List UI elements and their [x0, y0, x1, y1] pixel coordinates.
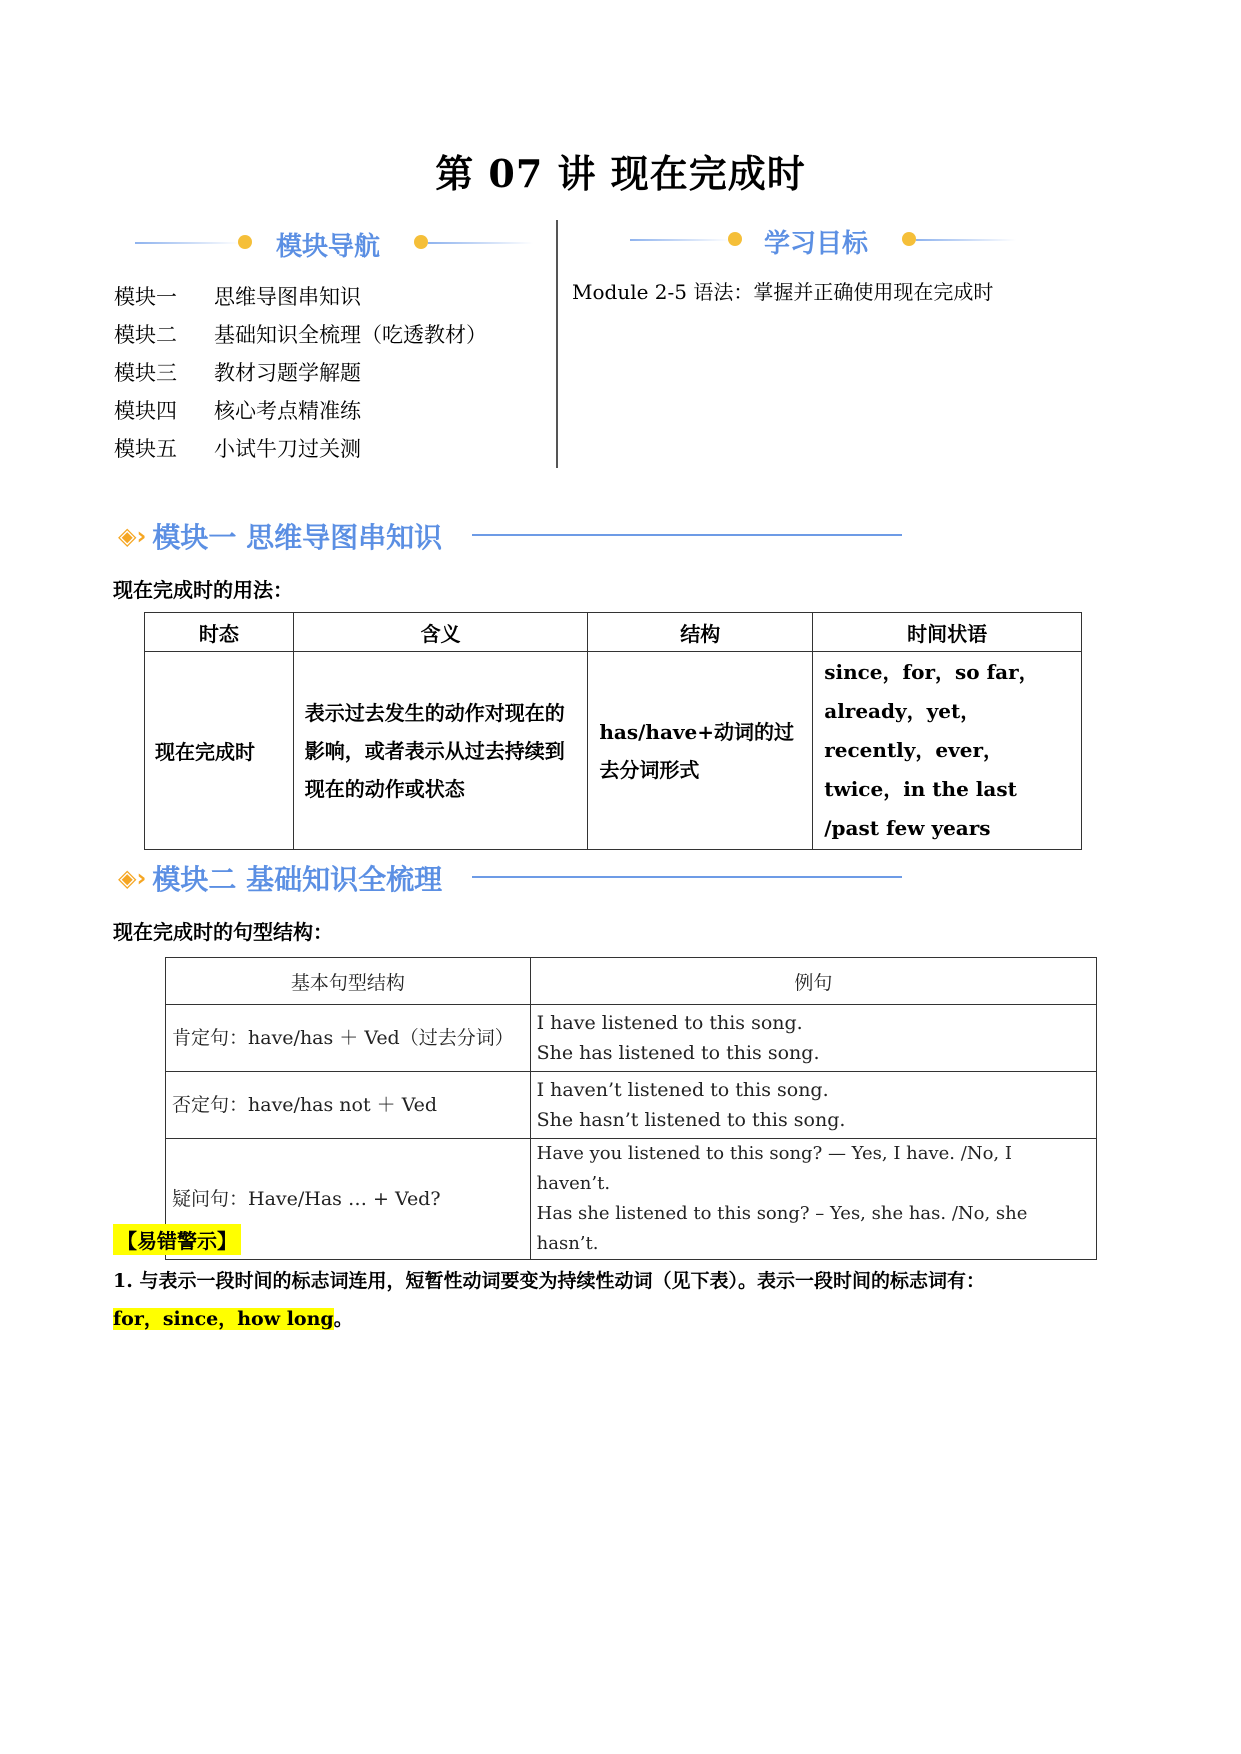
usage-table [144, 612, 1082, 850]
meaning-text: 表示过去发生的动作对现在的影响，或者表示从过去持续到现在的动作或状态 [304, 700, 565, 801]
tense-cell: 现在完成时 [145, 652, 294, 850]
nav-item[interactable] [114, 316, 487, 354]
goal-heading-line-left [630, 239, 730, 241]
nav-item[interactable] [114, 430, 487, 468]
table-header: 结构 [588, 613, 813, 652]
table-header-row [145, 613, 1082, 652]
structure-cell [588, 652, 813, 850]
table-row [166, 1139, 1097, 1260]
example-cell [530, 1005, 1096, 1072]
goal-heading: 学习目标 [764, 229, 869, 259]
table-header-row [166, 958, 1097, 1005]
section1-label: 现在完成时的用法： [113, 578, 293, 602]
table-header: 例句 [530, 958, 1096, 1005]
example-line: She has listened to this song. [536, 1042, 820, 1064]
meaning-cell [293, 652, 588, 850]
example-line: I have listened to this song. [536, 1012, 803, 1034]
nav-item-label: 小试牛刀过关测 [214, 437, 361, 461]
example-line: I haven’t listened to this song. [536, 1079, 829, 1101]
nav-item-label: 核心考点精准练 [214, 399, 361, 423]
sentence-structure-table [165, 957, 1097, 1260]
page-title: 第 07 讲 现在完成时 [435, 151, 806, 196]
warning-highlight: for，since，how long [113, 1308, 334, 1330]
section1-heading [118, 516, 442, 556]
section2-heading-line [472, 876, 902, 878]
example-cell [530, 1139, 1096, 1260]
table-header: 基本句型结构 [166, 958, 531, 1005]
nav-item-number: 模块三 [114, 361, 177, 385]
section1-heading-line [472, 534, 902, 536]
warning-text: 1. 与表示一段时间的标志词连用，短暂性动词要变为持续性动词（见下表）。表示一段时间的标志词有： [113, 1270, 985, 1292]
nav-item-number: 模块二 [114, 323, 177, 347]
section1-heading-text: 模块一 思维导图串知识 [152, 521, 443, 554]
double-chevron-icon: ◈› [118, 522, 147, 550]
nav-heading-dot-right [414, 235, 428, 249]
table-row [145, 652, 1082, 850]
warning-end: 。 [333, 1308, 353, 1330]
table-row [166, 1072, 1097, 1139]
nav-heading-line-right [428, 242, 533, 244]
module-nav-list [114, 278, 487, 468]
nav-item-number: 模块四 [114, 399, 177, 423]
nav-item-number: 模块一 [114, 285, 177, 309]
example-line: Has she listened to this song? – Yes, she has. /No, she hasn’t. [536, 1203, 1028, 1254]
nav-item-label: 基础知识全梳理（吃透教材） [214, 323, 487, 347]
table-row [166, 1005, 1097, 1072]
table-header: 时间状语 [813, 613, 1082, 652]
nav-item[interactable] [114, 354, 487, 392]
goal-heading-dot-right [902, 232, 916, 246]
nav-item-label: 思维导图串知识 [214, 285, 361, 309]
nav-item[interactable] [114, 392, 487, 430]
column-divider [556, 220, 558, 468]
example-line: Have you listened to this song? — Yes, I have. /No, I haven’t. [536, 1143, 1012, 1194]
nav-heading-line-left [135, 242, 240, 244]
warning-tag: 【易错警示】 [113, 1224, 241, 1255]
goal-text: Module 2-5 语法：掌握并正确使用现在完成时 [572, 280, 994, 304]
double-chevron-icon: ◈› [118, 864, 147, 892]
table-header: 时态 [145, 613, 294, 652]
section2-heading-text: 模块二 基础知识全梳理 [152, 863, 443, 896]
warning-note [113, 1262, 1133, 1338]
nav-heading-dot-left [238, 235, 252, 249]
structure-cell: 疑问句：Have/Has … + Ved? [166, 1139, 531, 1260]
nav-heading: 模块导航 [276, 232, 381, 262]
structure-cell: 肯定句：have/has ＋ Ved（过去分词） [166, 1005, 531, 1072]
adverbials-text: since，for，so far，already，yet，recently，ever，twice，in the last /past few years [824, 660, 1039, 840]
example-line: She hasn’t listened to this song. [536, 1109, 846, 1131]
example-cell [530, 1072, 1096, 1139]
structure-cell: 否定句：have/has not ＋ Ved [166, 1072, 531, 1139]
table-header: 含义 [293, 613, 588, 652]
section2-heading [118, 858, 442, 898]
adverbials-cell [813, 652, 1082, 850]
structure-text: has/have+动词的过去分词形式 [599, 719, 795, 782]
goal-heading-dot-left [728, 232, 742, 246]
section2-label: 现在完成时的句型结构： [113, 920, 333, 944]
goal-heading-line-right [916, 239, 1016, 241]
nav-item-number: 模块五 [114, 437, 177, 461]
nav-item-label: 教材习题学解题 [214, 361, 361, 385]
nav-item[interactable] [114, 278, 487, 316]
